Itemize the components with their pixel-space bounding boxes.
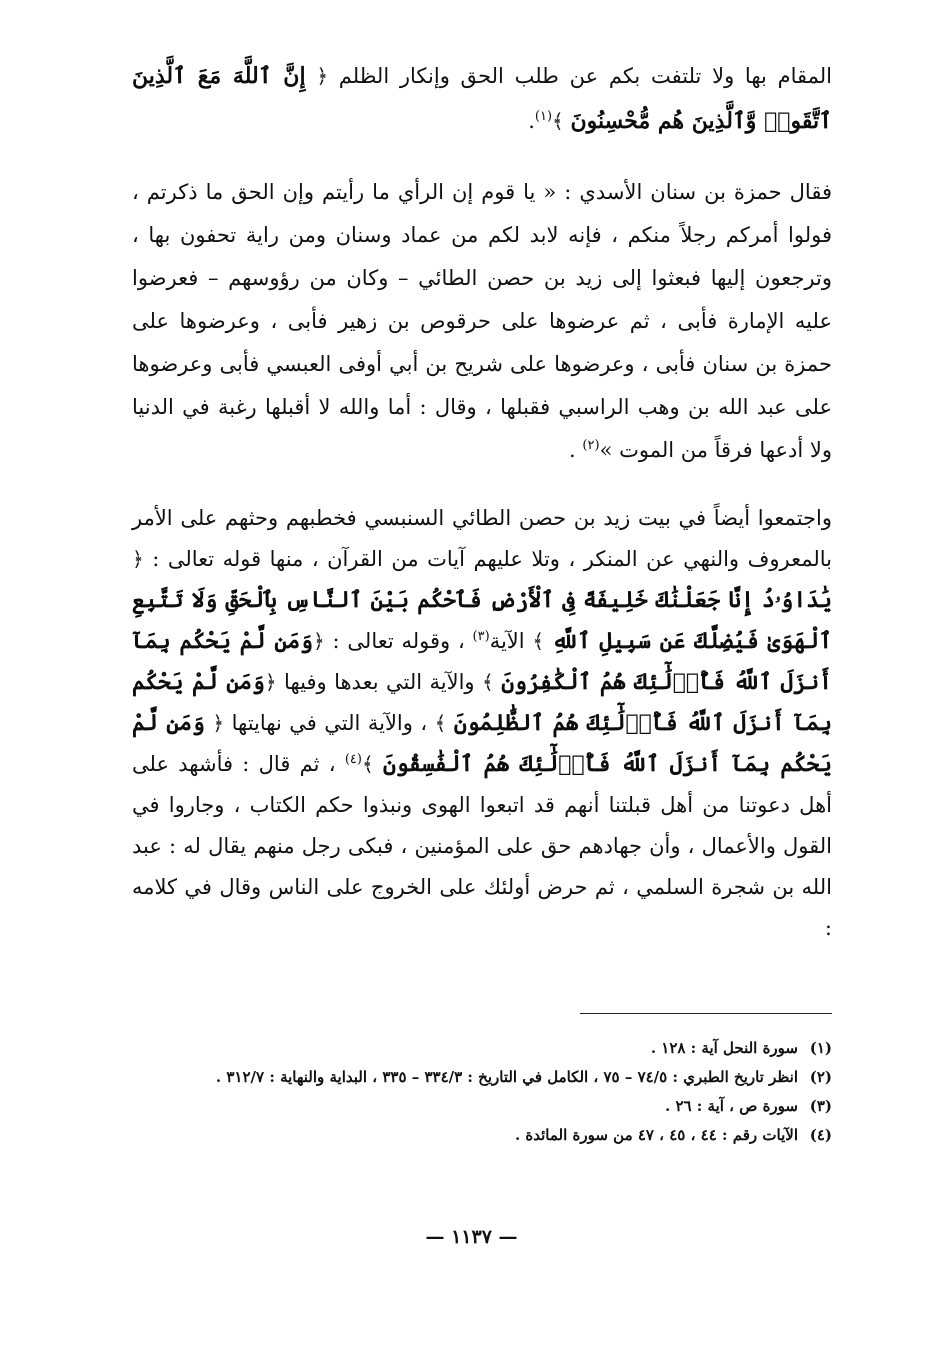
- footnote-text: الآيات رقم : ٤٤ ، ٤٥ ، ٤٧ من سورة المائدة .: [514, 1126, 798, 1144]
- footnote-4: [132, 1123, 832, 1147]
- footnotes: [132, 1036, 832, 1152]
- footnote-number: (١): [809, 1039, 832, 1057]
- paragraph-2: [132, 171, 832, 472]
- footnote-number: (٣): [809, 1097, 832, 1115]
- paragraph-1-end: .: [528, 109, 535, 133]
- footnote-3: [132, 1094, 832, 1118]
- verse-close-bracket: ﴾: [434, 711, 447, 735]
- paragraph-2-end: .: [569, 438, 576, 462]
- verse-open-bracket: ﴿: [212, 711, 225, 735]
- footnote-1: [132, 1036, 832, 1060]
- verse-close-bracket: ﴾: [532, 629, 545, 653]
- paragraph-3-text-2: الآية: [489, 629, 525, 653]
- paragraph-1-text: المقام بها ولا تلتفت بكم عن طلب الحق وإنكار الظلم: [338, 64, 832, 88]
- footnote-text: انظر تاريخ الطبري : ٧٤/٥ – ٧٥ ، الكامل في التاريخ : ٣٣٤/٣ – ٣٣٥ ، البداية والنهاية : ٣١٢/٧ .: [215, 1068, 798, 1086]
- paragraph-3-text-1: واجتمعوا أيضاً في بيت زيد بن حصن الطائي السنبسي فخطبهم وحثهم على الأمر بالمعروف والنهي عن المنكر ، وتلا عليهم آيات من القرآن ، منها قوله تعالى :: [132, 506, 832, 571]
- footnote-ref-1: (١): [534, 109, 553, 124]
- quran-verse-4: وَمَن لَّمْ يَحْكُم بِمَآ أَنزَلَ ٱللَّهُ فَأُو۟لَٰٓئِكَ هُمُ ٱلظَّٰلِمُونَ: [132, 669, 832, 736]
- paragraph-3: [132, 498, 832, 949]
- verse-open-bracket: ﴿: [132, 547, 144, 571]
- quran-verse-3: وَمَن لَّمْ يَحْكُم بِمَآ أَنزَلَ ٱللَّهُ فَأُو۟لَٰٓئِكَ هُمُ ٱلْكَٰفِرُونَ: [132, 628, 832, 695]
- paragraph-3-text-4: والآية التي بعدها وفيها: [284, 670, 475, 694]
- quran-verse-1: إِنَّ ٱللَّهَ مَعَ ٱلَّذِينَ ٱتَّقَوا۟ وَّٱلَّذِينَ هُم مُّحْسِنُونَ: [132, 63, 832, 134]
- quran-verse-2: يَٰدَاوُۥدُ إِنَّا جَعَلْنَٰكَ خَلِيفَةً فِى ٱلْأَرْضِ فَٱحْكُم بَيْنَ ٱلنَّاسِ بِٱلْحَقِّ وَلَا تَتَّبِعِ ٱلْهَوَىٰ فَيُضِلَّكَ عَن سَبِيلِ ٱللَّهِ: [132, 587, 832, 654]
- verse-open-bracket: ﴿: [316, 64, 329, 88]
- footnote-ref-3: (٣): [472, 629, 490, 644]
- verse-close-bracket: ﴾: [361, 752, 374, 776]
- footnote-divider: [580, 1013, 832, 1014]
- footnote-text: سورة ص ، آية : ٢٦ .: [664, 1097, 798, 1115]
- verse-close-bracket: ﴾: [552, 109, 564, 133]
- paragraph-3-text-6: ، ثم قال : فأشهد على أهل دعوتنا من أهل قبلتنا أنهم قد اتبعوا الهوى ونبذوا حكم الكتاب ، وجاروا في القول والأعمال ، وأن جهادهم حق على المؤمنين ، فبكى رجل منهم يقال له : عبد الله بن شجرة السلمي ، ثم حرض أولئك على الخروج على الناس وقال في كلامه :: [132, 752, 832, 940]
- footnote-ref-4: (٤): [344, 752, 362, 767]
- footnote-number: (٤): [809, 1126, 832, 1144]
- quran-verse-5: وَمَن لَّمْ يَحْكُم بِمَآ أَنزَلَ ٱللَّهُ فَأُو۟لَٰٓئِكَ هُمُ ٱلْفَٰسِقُونَ: [132, 710, 832, 777]
- footnote-text: سورة النحل آية : ١٢٨ .: [650, 1039, 798, 1057]
- paragraph-2-text: فقال حمزة بن سنان الأسدي : « يا قوم إن الرأي ما رأيتم وإن الحق ما ذكرتم ، فولوا أمركم رجلاً منكم ، فإنه لابد لكم من عماد وسنان ومن راية تحفون بها ، وترجعون إليها فبعثوا إلى زيد بن حصن الطائي – وكان من رؤوسهم – فعرضوا عليه الإمارة فأبى ، ثم عرضوها على حرقوص بن زهير فأبى ، وعرضوها على حمزة بن سنان فأبى ، وعرضوها على شريح بن أبي أوفى العبسي فأبى وعرضوها على عبد الله بن وهب الراسبي فقبلها ، وقال : أما والله لا أقبلها رغبة في الدنيا ولا أدعها فرقاً من الموت »: [132, 180, 832, 462]
- page-number: — ١١٣٧ —: [425, 1226, 518, 1248]
- verse-open-bracket: ﴿: [264, 670, 277, 694]
- footnote-ref-2: (٢): [582, 438, 600, 453]
- footnote-number: (٢): [809, 1068, 832, 1086]
- footnote-2: [132, 1065, 832, 1089]
- paragraph-1: [132, 54, 832, 144]
- paragraph-3-text-3: ، وقوله تعالى :: [332, 629, 465, 653]
- page-body: [132, 54, 832, 949]
- paragraph-3-text-5: ، والآية التي في نهايتها: [231, 711, 428, 735]
- verse-open-bracket: ﴿: [313, 629, 325, 653]
- verse-close-bracket: ﴾: [482, 670, 494, 694]
